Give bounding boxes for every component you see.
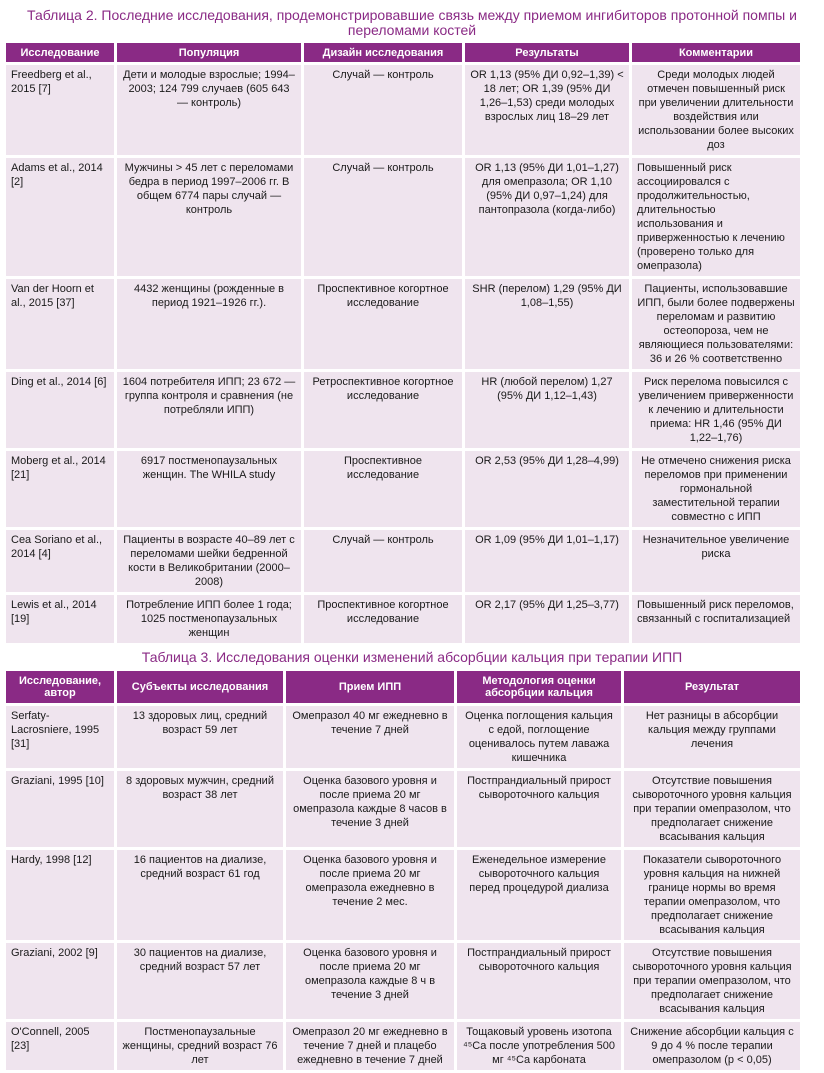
table-cell: Оценка базового уровня и после приема 20 мг омепразола каждые 8 часов в течение 3 дней bbox=[286, 771, 454, 847]
table-cell: Повышенный риск ассоциировался с продолжительностью, длительностью использования и приверженностью к лечению (проверено только для омепразола) bbox=[632, 158, 800, 276]
table-cell: HR (любой перелом) 1,27 (95% ДИ 1,12–1,43) bbox=[465, 372, 629, 448]
table-cell: Graziani, 1995 [10] bbox=[6, 771, 114, 847]
table-cell: Hardy, 1998 [12] bbox=[6, 850, 114, 940]
table-cell: Оценка поглощения кальция с едой, поглощение оценивалось путем лаважа кишечника bbox=[457, 706, 621, 768]
table2-header-cell: Популяция bbox=[117, 43, 301, 62]
table-cell: OR 2,53 (95% ДИ 1,28–4,99) bbox=[465, 451, 629, 527]
table-cell: Проспективное исследование bbox=[304, 451, 462, 527]
table-cell: Случай — контроль bbox=[304, 158, 462, 276]
table3-header-cell: Субъекты исследования bbox=[117, 671, 283, 703]
table-cell: Ding et al., 2014 [6] bbox=[6, 372, 114, 448]
table2-header-cell: Дизайн исследования bbox=[304, 43, 462, 62]
table-cell: OR 2,17 (95% ДИ 1,25–3,77) bbox=[465, 595, 629, 643]
table-cell: Graziani, 2002 [9] bbox=[6, 943, 114, 1019]
table-cell: Ретроспективное когортное исследование bbox=[304, 372, 462, 448]
table3-caption: Таблица 3. Исследования оценки изменений абсорбции кальция при терапии ИПП bbox=[141, 649, 683, 665]
table-cell: Среди молодых людей отмечен повышенный риск при увеличении длительности воздействия или использовании более высоких доз bbox=[632, 65, 800, 155]
table2 bbox=[3, 40, 803, 646]
table-cell: Еженедельное измерение сывороточного кальция перед процедурой диализа bbox=[457, 850, 621, 940]
table-cell: Нет разницы в абсорбции кальция между группами лечения bbox=[624, 706, 800, 768]
table-cell: 1604 потребителя ИПП; 23 672 — группа контроля и сравнения (не потребляли ИПП) bbox=[117, 372, 301, 448]
table2-header-cell: Результаты bbox=[465, 43, 629, 62]
table-cell: Serfaty-Lacrosniere, 1995 [31] bbox=[6, 706, 114, 768]
table-cell: Не отмечено снижения риска переломов при применении гормональной заместительной терапии совместно с ИПП bbox=[632, 451, 800, 527]
table-cell: Пациенты, использовавшие ИПП, были более подвержены переломам и развитию остеопороза, чем не являющиеся пользователями: 36 и 26 % соответственно bbox=[632, 279, 800, 369]
table-row bbox=[6, 943, 800, 1019]
table-cell: Случай — контроль bbox=[304, 530, 462, 592]
table-cell: Moberg et al., 2014 [21] bbox=[6, 451, 114, 527]
table-cell: Омепразол 20 мг ежедневно в течение 7 дней и плацебо ежедневно в течение 7 дней bbox=[286, 1022, 454, 1070]
table-row bbox=[6, 451, 800, 527]
table-cell: 30 пациентов на диализе, средний возраст 57 лет bbox=[117, 943, 283, 1019]
table-cell: Постменопаузальные женщины, средний возраст 76 лет bbox=[117, 1022, 283, 1070]
table3-header-cell: Исследование, автор bbox=[6, 671, 114, 703]
table-row bbox=[6, 706, 800, 768]
table2-header-cell: Исследование bbox=[6, 43, 114, 62]
table2-header-row bbox=[6, 43, 800, 62]
table-row bbox=[6, 530, 800, 592]
table-cell: Lewis et al., 2014 [19] bbox=[6, 595, 114, 643]
table-cell: Freedberg et al., 2015 [7] bbox=[6, 65, 114, 155]
table-cell: Риск перелома повысился с увеличением приверженности к лечению и длительности приема: HR 1,46 (95% ДИ 1,22–1,76) bbox=[632, 372, 800, 448]
table-cell: Adams et al., 2014 [2] bbox=[6, 158, 114, 276]
table-cell: Van der Hoorn et al., 2015 [37] bbox=[6, 279, 114, 369]
table2-header-cell: Комментарии bbox=[632, 43, 800, 62]
table-cell: Оценка базового уровня и после приема 20 мг омепразола каждые 8 ч в течение 3 дней bbox=[286, 943, 454, 1019]
table-cell: O'Connell, 2005 [23] bbox=[6, 1022, 114, 1070]
table3-header-cell: Прием ИПП bbox=[286, 671, 454, 703]
table-cell: Cea Soriano et al., 2014 [4] bbox=[6, 530, 114, 592]
table-cell: 4432 женщины (рожденные в период 1921–1926 гг.). bbox=[117, 279, 301, 369]
table-cell: Проспективное когортное исследование bbox=[304, 279, 462, 369]
table-row bbox=[6, 279, 800, 369]
table-cell: Потребление ИПП более 1 года; 1025 постменопаузальных женщин bbox=[117, 595, 301, 643]
table-cell: Проспективное когортное исследование bbox=[304, 595, 462, 643]
table-cell: Постпрандиальный прирост сывороточного кальция bbox=[457, 943, 621, 1019]
table-cell: Снижение абсорбции кальция с 9 до 4 % после терапии омепразолом (p < 0,05) bbox=[624, 1022, 800, 1070]
table-row bbox=[6, 595, 800, 643]
table-row bbox=[6, 771, 800, 847]
table-row bbox=[6, 1022, 800, 1070]
table-cell: Тощаковый уровень изотопа ⁴⁵Ca после употребления 500 мг ⁴⁵Ca карбоната bbox=[457, 1022, 621, 1070]
table-row bbox=[6, 372, 800, 448]
table3-header-cell: Результат bbox=[624, 671, 800, 703]
table-cell: OR 1,13 (95% ДИ 0,92–1,39) < 18 лет; OR 1,39 (95% ДИ 1,26–1,53) среди молодых взрослых лиц 18–29 лет bbox=[465, 65, 629, 155]
table-cell: Отсутствие повышения сывороточного уровня кальция при терапии омепразолом, что предполагает снижение всасывания кальция bbox=[624, 771, 800, 847]
table-cell: Постпрандиальный прирост сывороточного кальция bbox=[457, 771, 621, 847]
table-cell: 13 здоровых лиц, средний возраст 59 лет bbox=[117, 706, 283, 768]
table-cell: Мужчины > 45 лет с переломами бедра в период 1997–2006 гг. В общем 6774 пары случай — контроль bbox=[117, 158, 301, 276]
table-cell: Оценка базового уровня и после приема 20 мг омепразола ежедневно в течение 2 мес. bbox=[286, 850, 454, 940]
table-cell: Пациенты в возрасте 40–89 лет с переломами шейки бедренной кости в Великобритании (2000–2008) bbox=[117, 530, 301, 592]
table3-header-cell: Методология оценки абсорбции кальция bbox=[457, 671, 621, 703]
table-cell: Повышенный риск переломов, связанный с госпитализацией bbox=[632, 595, 800, 643]
table-cell: OR 1,09 (95% ДИ 1,01–1,17) bbox=[465, 530, 629, 592]
table-cell: 8 здоровых мужчин, средний возраст 38 лет bbox=[117, 771, 283, 847]
table-cell: SHR (перелом) 1,29 (95% ДИ 1,08–1,55) bbox=[465, 279, 629, 369]
table-row bbox=[6, 850, 800, 940]
table-row bbox=[6, 158, 800, 276]
table3 bbox=[3, 668, 803, 1073]
table3-header-row bbox=[6, 671, 800, 703]
table-cell: 6917 постменопаузальных женщин. The WHILA study bbox=[117, 451, 301, 527]
table-cell: Показатели сывороточного уровня кальция на нижней границе нормы во время терапии омепразолом, что предполагает снижение всасывания кальция bbox=[624, 850, 800, 940]
table-cell: Омепразол 40 мг ежедневно в течение 7 дней bbox=[286, 706, 454, 768]
table-cell: Отсутствие повышения сывороточного уровня кальция при терапии омепразолом, что предполагает снижение всасывания кальция bbox=[624, 943, 800, 1019]
table-row bbox=[6, 65, 800, 155]
table2-caption: Таблица 2. Последние исследования, продемонстрировавшие связь между приемом ингибиторов протонной помпы и переломами костей bbox=[27, 7, 797, 38]
table-cell: Незначительное увеличение риска bbox=[632, 530, 800, 592]
table-cell: 16 пациентов на диализе, средний возраст 61 год bbox=[117, 850, 283, 940]
table-cell: OR 1,13 (95% ДИ 1,01–1,27) для омепразола; OR 1,10 (95% ДИ 0,97–1,24) для пантопразола (когда-либо) bbox=[465, 158, 629, 276]
table-cell: Случай — контроль bbox=[304, 65, 462, 155]
table-cell: Дети и молодые взрослые; 1994–2003; 124 799 случаев (605 643 — контроль) bbox=[117, 65, 301, 155]
